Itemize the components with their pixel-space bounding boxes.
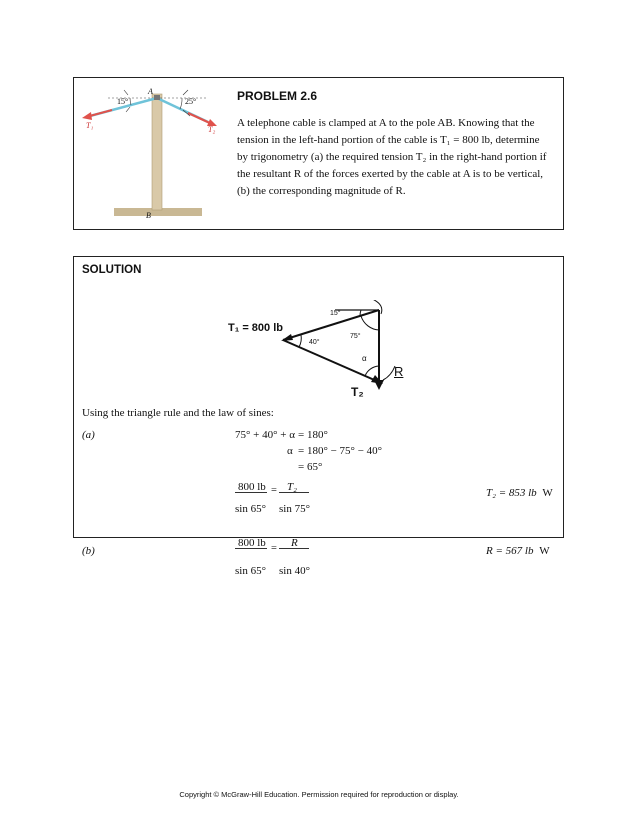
part-a-frac2-num: T₂ — [287, 481, 297, 493]
part-a-eq-sign: = — [271, 485, 277, 496]
diagram-r-label: R — [394, 364, 404, 379]
part-b-frac2-bar — [279, 548, 309, 549]
part-a-eq2-lhs: α — [287, 445, 293, 457]
solution-diagram — [225, 300, 415, 410]
problem-figure — [78, 82, 228, 224]
diagram-angle-75: 75° — [350, 333, 361, 340]
figure-label-a: A — [148, 87, 153, 96]
problem-line-1: A telephone cable is clamped at A to the pole AB. Knowing that the — [237, 117, 535, 129]
part-a-eq1-rhs: = 180° — [298, 429, 328, 441]
part-b-answer-mark: W — [539, 545, 550, 557]
part-b-answer — [486, 543, 550, 560]
problem-line-3: by trigonometry (a) the required tension T₂ in the right-hand portion if — [237, 151, 547, 163]
problem-heading: PROBLEM 2.6 — [237, 89, 318, 103]
part-a-answer — [486, 485, 553, 502]
solution-intro: Using the triangle rule and the law of sines: — [82, 407, 274, 419]
problem-line-4: the resultant R of the forces exerted by the cable at A is to be vertical, — [237, 168, 544, 180]
part-a-answer-value: T₂ = 853 lb — [486, 487, 537, 499]
copyright-footer: Copyright © McGraw-Hill Education. Permission required for reproduction or display. — [179, 790, 459, 799]
t1-arrowhead — [82, 112, 92, 120]
part-a-frac1-den: sin 65° — [235, 503, 266, 515]
diagram-angle-15: 15° — [330, 310, 341, 317]
diagram-angle-40: 40° — [309, 339, 320, 346]
problem-line-5: (b) the corresponding magnitude of R. — [237, 185, 406, 197]
part-a-eq1-lhs: 75° + 40° + α — [235, 429, 295, 441]
diagram-t1-label: T₁ = 800 lb — [228, 322, 283, 334]
figure-label-t1: T₁ — [86, 121, 94, 130]
diagram-angle-alpha: α — [362, 354, 367, 363]
figure-angle-right: 25° — [185, 97, 197, 106]
figure-label-b: B — [146, 211, 151, 220]
part-b-label: (b) — [82, 545, 95, 557]
part-a-frac2-den: sin 75° — [279, 503, 310, 515]
part-a-answer-mark: W — [542, 487, 553, 499]
part-b-eq-sign: = — [271, 543, 277, 554]
part-b-frac1-num: 800 lb — [238, 537, 266, 549]
part-b-frac1-den: sin 65° — [235, 565, 266, 577]
part-a-eq2-rhs: = 180° − 75° − 40° — [298, 445, 383, 457]
part-b-frac2-den: sin 40° — [279, 565, 310, 577]
pole — [152, 94, 162, 210]
solution-heading: SOLUTION — [82, 264, 142, 276]
problem-text — [237, 115, 557, 200]
part-b-frac1-bar — [235, 548, 267, 549]
part-b-answer-value: R = 567 lb — [486, 545, 534, 557]
problem-line-2: tension in the left-hand portion of the cable is T₁ = 800 lb, determine — [237, 134, 540, 146]
part-a-frac1-bar — [235, 492, 267, 493]
diagram-t2-label: T₂ — [351, 385, 364, 399]
part-a-frac1-num: 800 lb — [238, 481, 266, 493]
part-b-frac2-num: R — [291, 537, 298, 549]
figure-angle-left: 15° — [117, 97, 129, 106]
figure-label-t2: T₂ — [208, 125, 216, 134]
part-a-eq3-rhs: = 65° — [298, 461, 323, 473]
part-a-frac2-bar — [279, 492, 309, 493]
part-a-label: (a) — [82, 429, 95, 441]
